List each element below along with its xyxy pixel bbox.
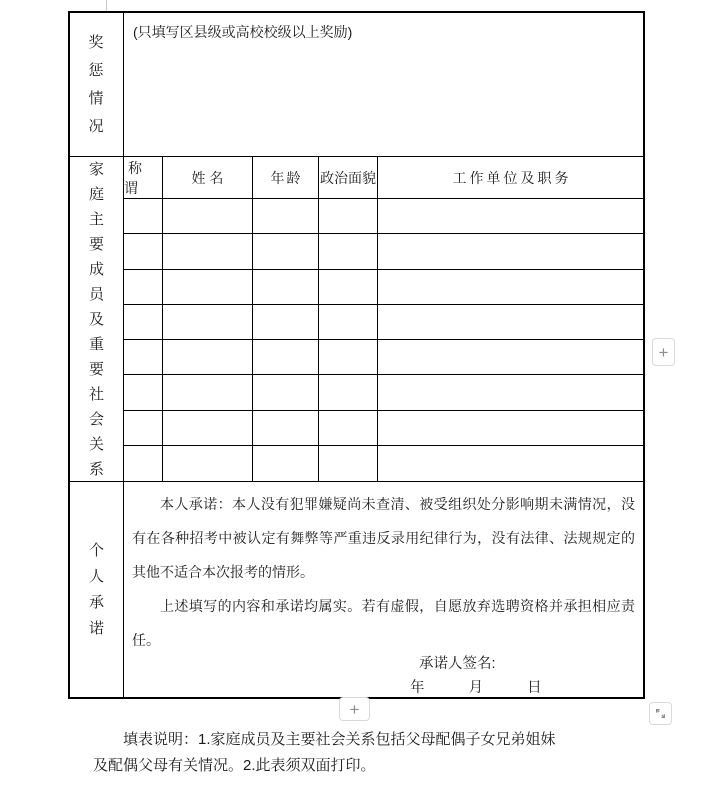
column-header-work-unit: 工作单位及职务 [378, 157, 643, 199]
family-table-cell[interactable] [124, 234, 163, 269]
column-header-political-status: 政治面貌 [319, 157, 378, 199]
form-instructions: 填表说明：1.家庭成员及主要社会关系包括父母配偶子女兄弟姐妹及配偶父母有关情况。2.此表须双面打印。 [93, 731, 556, 774]
cropped-table-line [106, 0, 107, 11]
date-year: 年 [410, 680, 425, 696]
family-table-cell[interactable] [378, 375, 643, 410]
family-table-cell[interactable] [253, 270, 319, 305]
family-table-cell[interactable] [378, 199, 643, 234]
commitment-paragraph-2: 上述填写的内容和承诺均属实。若有虚假，自愿放弃选聘资格并承担相应责任。 [132, 598, 635, 648]
family-table-cell[interactable] [163, 199, 253, 234]
family-table-cell[interactable] [124, 411, 163, 446]
add-row-side-button[interactable]: + [652, 338, 675, 366]
family-table-cell[interactable] [319, 234, 378, 269]
family-table-cell[interactable] [124, 375, 163, 410]
family-table-cell[interactable] [163, 340, 253, 375]
family-table-cell[interactable] [163, 411, 253, 446]
family-table-cell[interactable] [253, 411, 319, 446]
date-line [410, 676, 542, 697]
family-table-cell[interactable] [253, 340, 319, 375]
family-table-cell[interactable] [378, 234, 643, 269]
family-label-cell [70, 157, 124, 481]
family-table-cell[interactable] [124, 340, 163, 375]
family-table-cell[interactable] [253, 375, 319, 410]
awards-label-cell [70, 13, 124, 156]
family-table-cell[interactable] [163, 305, 253, 340]
signature-label: 承诺人签名: [419, 656, 496, 672]
family-table-cell[interactable] [253, 199, 319, 234]
commitment-label-cell [70, 482, 124, 697]
family-table-cell[interactable] [378, 270, 643, 305]
commitment-text [124, 482, 643, 657]
add-row-bottom-button[interactable]: + [339, 697, 370, 721]
family-table-cell[interactable] [163, 270, 253, 305]
commitment-section [70, 482, 643, 697]
family-section [70, 157, 643, 482]
family-table-cell[interactable] [319, 199, 378, 234]
family-table-cell[interactable] [378, 411, 643, 446]
family-table-cell[interactable] [124, 446, 163, 481]
expand-icon [654, 707, 667, 720]
family-table-cell[interactable] [319, 305, 378, 340]
family-table-cell[interactable] [378, 305, 643, 340]
commitment-label: 个人承诺 [88, 541, 104, 637]
family-table-cell[interactable] [163, 446, 253, 481]
family-table-cell[interactable] [163, 375, 253, 410]
family-table-cell[interactable] [378, 446, 643, 481]
expand-table-button[interactable] [649, 702, 672, 725]
application-form-table [68, 11, 645, 699]
family-table-cell[interactable] [319, 411, 378, 446]
family-table-cell[interactable] [253, 234, 319, 269]
commitment-paragraph-1: 本人承诺：本人没有犯罪嫌疑尚未查清、被受组织处分影响期未满情况，没有在各种招考中被认定有舞弊等严重违反录用纪律行为，没有法律、法规规定的其他不适合本次报考的情形。 [132, 496, 635, 580]
date-month: 月 [468, 680, 484, 696]
family-table [124, 157, 643, 481]
commitment-content-cell[interactable] [124, 482, 643, 697]
family-table-cell[interactable] [319, 270, 378, 305]
column-header-name: 姓 名 [163, 157, 253, 199]
awards-note: (只填写区县级或高校校级以上奖励) [133, 24, 353, 40]
family-table-cell[interactable] [319, 375, 378, 410]
family-table-cell[interactable] [163, 234, 253, 269]
family-table-cell[interactable] [319, 446, 378, 481]
family-label: 家庭主要成员及重要社会关系 [88, 160, 104, 478]
family-table-cell[interactable] [124, 270, 163, 305]
column-header-age: 年龄 [253, 157, 319, 199]
date-day: 日 [527, 680, 542, 696]
awards-section [70, 13, 643, 157]
column-header-title: 称谓 [124, 157, 163, 199]
awards-content-cell[interactable] [124, 13, 643, 156]
family-table-cell[interactable] [378, 340, 643, 375]
family-table-cell[interactable] [253, 446, 319, 481]
family-table-cell[interactable] [253, 305, 319, 340]
family-table-cell[interactable] [124, 305, 163, 340]
awards-label: 奖惩情况 [88, 33, 105, 135]
family-table-cell[interactable] [124, 199, 163, 234]
family-table-cell[interactable] [319, 340, 378, 375]
